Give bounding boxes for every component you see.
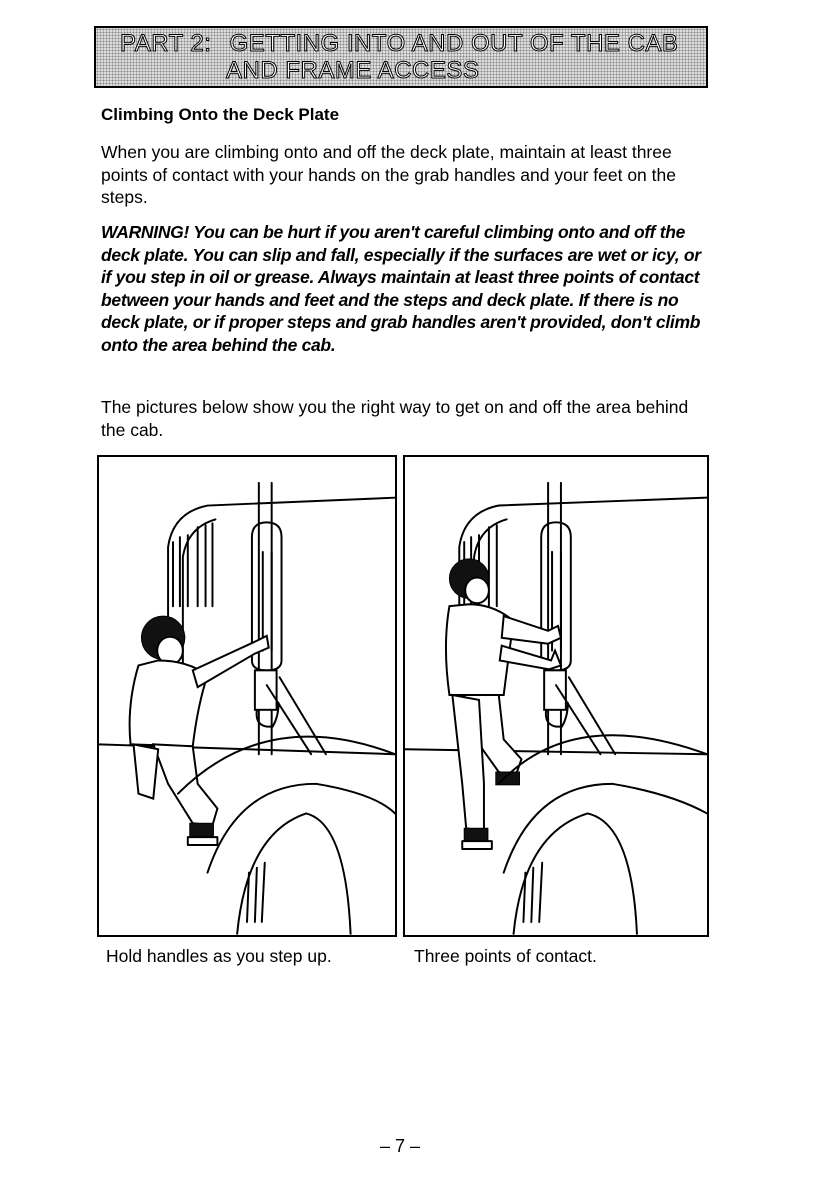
warning-paragraph: WARNING! You can be hurt if you aren't careful climbing onto and off the deck plate. You can slip and fall, especially if the surfaces are wet or icy, or if you step in oil or grease. Always maintain at least three points of contact between your hands and feet and the steps and deck plate. If there is no deck plate, or if proper steps and grab handles aren't provided, don't climb onto the area behind the cab. [101,222,701,355]
intro-paragraph: When you are climbing onto and off the deck plate, maintain at least three points of contact with your hands on the grab handles and your feet on the steps. [101,142,676,207]
pictures-note: The pictures below show you the right way to get on and off the area behind the cab. [101,397,689,440]
header-title-line-2: AND FRAME ACCESS [226,57,480,84]
caption-three-points: Three points of contact. [414,946,597,966]
caption-step-up: Hold handles as you step up. [106,946,332,966]
illustration-step-up [97,455,397,937]
section-header-banner [94,26,708,88]
illustration-three-points [403,455,709,937]
subheading: Climbing Onto the Deck Plate [101,105,340,124]
page-number: – 7 – [380,1136,421,1156]
header-title-line-1: PART 2: GETTING INTO AND OUT OF THE CAB [120,30,679,57]
